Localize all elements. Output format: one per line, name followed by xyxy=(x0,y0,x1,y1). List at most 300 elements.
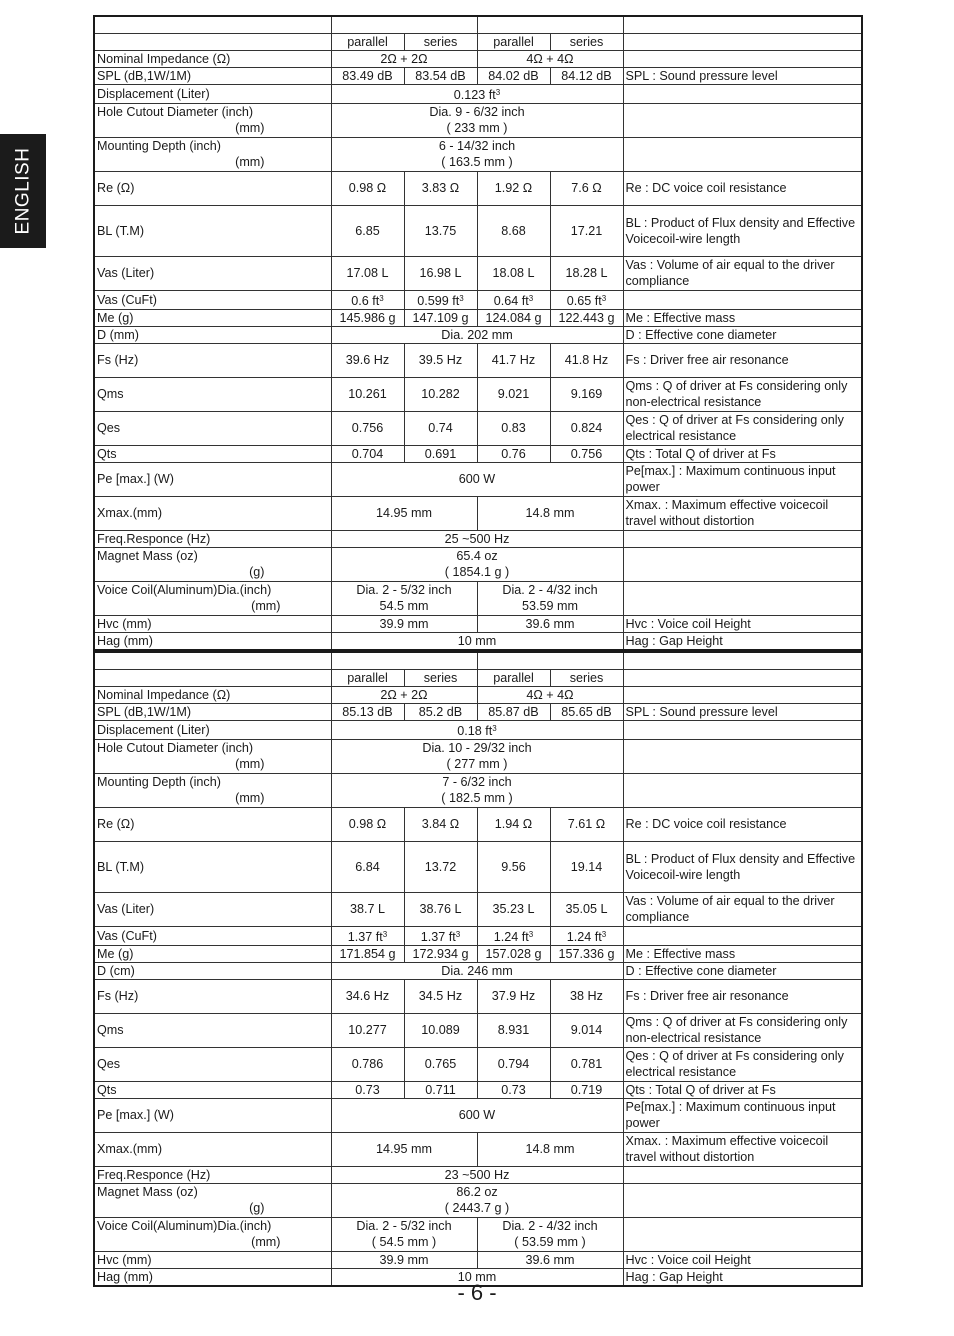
value-line-2: ( 163.5 mm ) xyxy=(441,155,513,169)
value-cell: 38.76 L xyxy=(404,892,477,926)
superscript-3: 3 xyxy=(528,929,534,939)
value-cell: 2Ω + 2Ω xyxy=(331,686,477,703)
value-cell: 39.5 Hz xyxy=(404,343,477,377)
header-row-top xyxy=(94,16,862,33)
table-row xyxy=(94,773,862,807)
value-cell: 14.8 mm xyxy=(477,496,623,530)
value-cell: 0.691 xyxy=(404,445,477,462)
row-label-text: Mounting Depth (inch) xyxy=(97,775,221,789)
row-description xyxy=(623,530,862,547)
row-description: Xmax. : Maximum effective voicecoil travel without distortion xyxy=(623,496,862,530)
superscript-3: 3 xyxy=(601,293,607,303)
row-label xyxy=(94,205,331,256)
row-label-text: Hag (mm) xyxy=(97,1269,153,1284)
value-cell: 14.8 mm xyxy=(477,1132,623,1166)
value-cell: 3.84 Ω xyxy=(404,807,477,841)
row-label-unit: (mm) xyxy=(251,1235,281,1249)
value-cell: 9.014 xyxy=(550,1013,623,1047)
row-label xyxy=(94,309,331,326)
value-cell: 1.24 $ft^3$ xyxy=(477,926,550,945)
row-label-text: Hole Cutout Diameter (inch) xyxy=(97,741,254,755)
value-cell xyxy=(331,137,623,171)
superscript-3: 3 xyxy=(455,929,461,939)
table-row xyxy=(94,205,862,256)
row-label-unit: (mm) xyxy=(235,791,265,805)
row-label-text: Freq.Responce (Hz) xyxy=(97,1167,211,1182)
value-line-1: Dia. 9 - 6/32 inch xyxy=(429,105,525,119)
table-row xyxy=(94,979,862,1013)
row-label-unit: (mm) xyxy=(235,121,265,135)
value-cell: 35.23 L xyxy=(477,892,550,926)
row-label xyxy=(94,1166,331,1183)
value-cell: 14.95 mm xyxy=(331,496,477,530)
header-group-1 xyxy=(331,16,477,33)
row-label-text: Xmax.(mm) xyxy=(97,1142,163,1156)
header-group-2 xyxy=(477,16,623,33)
value-cell: 85.13 dB xyxy=(331,703,404,720)
value-cell xyxy=(331,547,623,581)
value-cell: 0.64 $ft^3$ xyxy=(477,290,550,309)
row-label-unit: (g) xyxy=(249,565,265,579)
value-cell: 157.028 g xyxy=(477,945,550,962)
value-cell: 39.9 mm xyxy=(331,1251,477,1268)
row-label xyxy=(94,377,331,411)
value-line-1: 7 - 6/32 inch xyxy=(442,775,512,789)
row-label-text: Vas (Liter) xyxy=(97,266,155,280)
row-label xyxy=(94,807,331,841)
value-cell: 23 ~500 Hz xyxy=(331,1166,623,1183)
table-row xyxy=(94,326,862,343)
header-blank-desc xyxy=(623,16,862,33)
value-cell: 19.14 xyxy=(550,841,623,892)
value-cell: 10.277 xyxy=(331,1013,404,1047)
row-label xyxy=(94,1183,331,1217)
row-label-text: Vas (Liter) xyxy=(97,902,155,916)
superscript-3: 3 xyxy=(382,929,388,939)
table-row xyxy=(94,290,862,309)
table-row xyxy=(94,686,862,703)
row-label xyxy=(94,137,331,171)
table-row xyxy=(94,926,862,945)
row-label-text: Hole Cutout Diameter (inch) xyxy=(97,105,254,119)
value-cell: 147.109 g xyxy=(404,309,477,326)
row-description: Qts : Total Q of driver at Fs xyxy=(623,1081,862,1098)
value-cell: 122.443 g xyxy=(550,309,623,326)
table-row xyxy=(94,530,862,547)
row-description: BL : Product of Flux density and Effective Voicecoil-wire length xyxy=(623,841,862,892)
value-cell: 13.72 xyxy=(404,841,477,892)
row-label xyxy=(94,892,331,926)
header-blank-label xyxy=(94,669,331,686)
value-cell: 0.756 xyxy=(331,411,404,445)
value-cell: 0.794 xyxy=(477,1047,550,1081)
header-config-parallel: parallel xyxy=(331,33,404,50)
row-label-text: Fs (Hz) xyxy=(97,353,139,367)
table-row xyxy=(94,807,862,841)
row-label xyxy=(94,462,331,496)
value-cell: 0.65 $ft^3$ xyxy=(550,290,623,309)
row-label-text: Voice Coil(Aluminum)Dia.(inch) xyxy=(97,1219,272,1233)
row-label xyxy=(94,445,331,462)
value-cell xyxy=(331,1217,477,1251)
value-cell: 0.786 xyxy=(331,1047,404,1081)
row-label-text: Qts xyxy=(97,1082,117,1097)
row-description: Hag : Gap Height xyxy=(623,632,862,650)
value-line-1: Dia. 2 - 4/32 inch xyxy=(502,583,598,597)
superscript-3: 3 xyxy=(459,293,464,303)
superscript-3: 3 xyxy=(601,929,607,939)
value-cell: 10.282 xyxy=(404,377,477,411)
row-label xyxy=(94,1013,331,1047)
table-row xyxy=(94,50,862,67)
value-cell: 0.599 $ft^3$ xyxy=(404,290,477,309)
row-description: Hvc : Voice coil Height xyxy=(623,615,862,632)
row-label xyxy=(94,720,331,739)
value-cell: 0.98 Ω xyxy=(331,171,404,205)
value-cell: 0.83 xyxy=(477,411,550,445)
value-cell: 39.6 mm xyxy=(477,615,623,632)
value-cell: 172.934 g xyxy=(404,945,477,962)
row-label-text: Hag (mm) xyxy=(97,633,153,648)
value-line-1: Dia. 2 - 5/32 inch xyxy=(356,583,452,597)
header-row-configs xyxy=(94,33,862,50)
value-cell: 7.6 Ω xyxy=(550,171,623,205)
row-description: Qms : Q of driver at Fs considering only non-electrical resistance xyxy=(623,377,862,411)
table-row xyxy=(94,581,862,615)
value-line-2: ( 53.59 mm ) xyxy=(514,1235,586,1249)
row-label-text: Mounting Depth (inch) xyxy=(97,139,221,153)
table-row xyxy=(94,462,862,496)
value-line-1: Dia. 2 - 5/32 inch xyxy=(356,1219,452,1233)
value-cell: 3.83 Ω xyxy=(404,171,477,205)
value-cell: 0.123 $ft^3$ xyxy=(331,84,623,103)
value-cell: 0.73 xyxy=(331,1081,404,1098)
value-cell: 0.781 xyxy=(550,1047,623,1081)
row-description: Hag : Gap Height xyxy=(623,1268,862,1286)
row-label-text: Nominal Impedance (Ω) xyxy=(97,51,231,66)
row-description xyxy=(623,137,862,171)
row-description: BL : Product of Flux density and Effective Voicecoil-wire length xyxy=(623,205,862,256)
row-description xyxy=(623,1166,862,1183)
value-cell: 18.28 L xyxy=(550,256,623,290)
row-label xyxy=(94,530,331,547)
value-line-1: 6 - 14/32 inch xyxy=(438,139,516,153)
value-cell: 0.756 xyxy=(550,445,623,462)
value-cell: 10.261 xyxy=(331,377,404,411)
value-cell: 1.92 Ω xyxy=(477,171,550,205)
value-cell xyxy=(477,581,623,615)
row-description: Qms : Q of driver at Fs considering only non-electrical resistance xyxy=(623,1013,862,1047)
value-cell: 38 Hz xyxy=(550,979,623,1013)
value-cell: 14.95 mm xyxy=(331,1132,477,1166)
value-cell: 85.87 dB xyxy=(477,703,550,720)
table-row xyxy=(94,615,862,632)
value-cell: 7.61 Ω xyxy=(550,807,623,841)
value-cell: 8.931 xyxy=(477,1013,550,1047)
row-description xyxy=(623,1217,862,1251)
value-cell: 16.98 L xyxy=(404,256,477,290)
value-cell: 41.8 Hz xyxy=(550,343,623,377)
row-label xyxy=(94,615,331,632)
table-row xyxy=(94,103,862,137)
value-line-2: ( 277 mm ) xyxy=(446,757,508,771)
row-label-text: Vas (CuFt) xyxy=(97,292,157,307)
value-cell: 38.7 L xyxy=(331,892,404,926)
header-group-1 xyxy=(331,652,477,669)
row-label xyxy=(94,632,331,650)
value-cell: 25 ~500 Hz xyxy=(331,530,623,547)
header-config-series: series xyxy=(550,669,623,686)
row-description: Qes : Q of driver at Fs considering only electrical resistance xyxy=(623,1047,862,1081)
value-cell: 0.711 xyxy=(404,1081,477,1098)
value-cell: 1.24 $ft^3$ xyxy=(550,926,623,945)
row-label-text: Displacement (Liter) xyxy=(97,722,210,737)
superscript-3: 3 xyxy=(492,723,497,733)
value-cell: 10 mm xyxy=(331,1268,623,1286)
table-row xyxy=(94,1132,862,1166)
row-description xyxy=(623,581,862,615)
row-label xyxy=(94,547,331,581)
row-label-text: Magnet Mass (oz) xyxy=(97,1185,198,1199)
row-label-text: SPL (dB,1W/1M) xyxy=(97,68,192,83)
table-row xyxy=(94,309,862,326)
row-description: Pe[max.] : Maximum continuous input power xyxy=(623,462,862,496)
row-label xyxy=(94,581,331,615)
table-row xyxy=(94,171,862,205)
value-cell: 17.21 xyxy=(550,205,623,256)
value-cell: 2Ω + 2Ω xyxy=(331,50,477,67)
value-cell: 17.08 L xyxy=(331,256,404,290)
row-label xyxy=(94,1251,331,1268)
row-label xyxy=(94,496,331,530)
row-label xyxy=(94,171,331,205)
value-cell: 4Ω + 4Ω xyxy=(477,686,623,703)
table-row xyxy=(94,1098,862,1132)
value-cell: 39.9 mm xyxy=(331,615,477,632)
row-description: D : Effective cone diameter xyxy=(623,962,862,979)
row-label-text: BL (T.M) xyxy=(97,223,145,238)
row-description: Me : Effective mass xyxy=(623,945,862,962)
table-row xyxy=(94,377,862,411)
value-cell: 157.336 g xyxy=(550,945,623,962)
value-cell: 34.6 Hz xyxy=(331,979,404,1013)
row-label-text: Magnet Mass (oz) xyxy=(97,549,198,563)
header-blank-label xyxy=(94,652,331,669)
row-description xyxy=(623,773,862,807)
row-label-text: BL (T.M) xyxy=(97,859,145,874)
row-label-text: Re (Ω) xyxy=(97,817,135,831)
row-label xyxy=(94,773,331,807)
header-config-parallel: parallel xyxy=(331,669,404,686)
row-label xyxy=(94,962,331,979)
value-cell: 83.54 dB xyxy=(404,67,477,84)
header-config-series: series xyxy=(550,33,623,50)
value-cell: 0.6 $ft^3$ xyxy=(331,290,404,309)
row-description: Qes : Q of driver at Fs considering only electrical resistance xyxy=(623,411,862,445)
row-label xyxy=(94,1098,331,1132)
superscript-3: 3 xyxy=(495,87,501,97)
value-cell xyxy=(331,739,623,773)
table-row xyxy=(94,739,862,773)
row-description xyxy=(623,84,862,103)
value-line-2: 54.5 mm xyxy=(379,599,429,613)
row-description: Qts : Total Q of driver at Fs xyxy=(623,445,862,462)
row-description xyxy=(623,103,862,137)
language-tab xyxy=(0,134,46,248)
spec-table-2 xyxy=(93,651,863,1287)
value-cell: 34.5 Hz xyxy=(404,979,477,1013)
table-row xyxy=(94,892,862,926)
value-cell xyxy=(331,1183,623,1217)
value-cell xyxy=(331,773,623,807)
row-label-text: Re (Ω) xyxy=(97,181,135,195)
table-row xyxy=(94,256,862,290)
row-label-text: Xmax.(mm) xyxy=(97,506,163,520)
value-cell xyxy=(331,581,477,615)
value-cell: 39.6 Hz xyxy=(331,343,404,377)
table-row xyxy=(94,1183,862,1217)
spec-table-1 xyxy=(93,15,863,651)
row-description: Vas : Volume of air equal to the driver compliance xyxy=(623,892,862,926)
value-line-1: 65.4 oz xyxy=(456,549,498,563)
row-label-text: Hvc (mm) xyxy=(97,616,152,631)
value-cell: Dia. 246 mm xyxy=(331,962,623,979)
page-number: - 6 - xyxy=(457,1280,497,1305)
row-label xyxy=(94,979,331,1013)
table-row xyxy=(94,1047,862,1081)
row-label-text: D (cm) xyxy=(97,963,135,978)
value-cell: Dia. 202 mm xyxy=(331,326,623,343)
row-description: Vas : Volume of air equal to the driver compliance xyxy=(623,256,862,290)
row-label xyxy=(94,67,331,84)
value-cell: 0.704 xyxy=(331,445,404,462)
header-row-top xyxy=(94,652,862,669)
row-label-text: Displacement (Liter) xyxy=(97,86,210,101)
row-label-text: Nominal Impedance (Ω) xyxy=(97,687,231,702)
row-description: Fs : Driver free air resonance xyxy=(623,979,862,1013)
value-cell: 4Ω + 4Ω xyxy=(477,50,623,67)
value-cell: 9.021 xyxy=(477,377,550,411)
row-label-text: Pe [max.] (W) xyxy=(97,1108,174,1122)
row-label xyxy=(94,926,331,945)
table-row xyxy=(94,67,862,84)
value-cell: 35.05 L xyxy=(550,892,623,926)
value-line-2: ( 233 mm ) xyxy=(446,121,508,135)
table-row xyxy=(94,632,862,650)
value-cell: 0.824 xyxy=(550,411,623,445)
value-cell: 6.84 xyxy=(331,841,404,892)
value-cell: 8.68 xyxy=(477,205,550,256)
value-cell: 0.719 xyxy=(550,1081,623,1098)
value-cell: 0.76 xyxy=(477,445,550,462)
row-label xyxy=(94,84,331,103)
value-cell: 171.854 g xyxy=(331,945,404,962)
row-description: SPL : Sound pressure level xyxy=(623,703,862,720)
row-label-text: Hvc (mm) xyxy=(97,1252,152,1267)
row-label-text: Pe [max.] (W) xyxy=(97,472,174,486)
value-cell: 41.7 Hz xyxy=(477,343,550,377)
superscript-3: 3 xyxy=(528,293,534,303)
value-line-2: ( 1854.1 g ) xyxy=(444,565,510,579)
row-description: Xmax. : Maximum effective voicecoil travel without distortion xyxy=(623,1132,862,1166)
row-description xyxy=(623,50,862,67)
value-line-2: 53.59 mm xyxy=(522,599,578,613)
row-description xyxy=(623,739,862,773)
header-row-configs xyxy=(94,669,862,686)
value-cell: 0.765 xyxy=(404,1047,477,1081)
table-row xyxy=(94,547,862,581)
table-row xyxy=(94,84,862,103)
value-cell: 0.73 xyxy=(477,1081,550,1098)
row-label xyxy=(94,411,331,445)
row-label-unit: (mm) xyxy=(235,155,265,169)
value-cell: 37.9 Hz xyxy=(477,979,550,1013)
table-row xyxy=(94,343,862,377)
value-line-2: ( 182.5 mm ) xyxy=(441,791,513,805)
value-cell: 600 W xyxy=(331,1098,623,1132)
value-cell: 10 mm xyxy=(331,632,623,650)
row-description xyxy=(623,686,862,703)
value-cell: 85.2 dB xyxy=(404,703,477,720)
header-config-parallel: parallel xyxy=(477,669,550,686)
value-cell: 0.18 $ft^3$ xyxy=(331,720,623,739)
row-label xyxy=(94,1047,331,1081)
header-config-series: series xyxy=(404,33,477,50)
table-row xyxy=(94,411,862,445)
table-row xyxy=(94,1013,862,1047)
table-row xyxy=(94,841,862,892)
row-label xyxy=(94,1081,331,1098)
table-row xyxy=(94,945,862,962)
row-label-text: Voice Coil(Aluminum)Dia.(inch) xyxy=(97,583,272,597)
table-row xyxy=(94,496,862,530)
value-cell: 83.49 dB xyxy=(331,67,404,84)
value-line-1: Dia. 10 - 29/32 inch xyxy=(422,741,532,755)
row-label xyxy=(94,343,331,377)
value-cell: 600 W xyxy=(331,462,623,496)
value-cell: 84.02 dB xyxy=(477,67,550,84)
value-line-2: ( 54.5 mm ) xyxy=(371,1235,437,1249)
table-row xyxy=(94,1217,862,1251)
row-label xyxy=(94,945,331,962)
table-row xyxy=(94,703,862,720)
row-label-text: D (mm) xyxy=(97,327,139,342)
value-cell: 145.986 g xyxy=(331,309,404,326)
value-cell: 84.12 dB xyxy=(550,67,623,84)
row-description xyxy=(623,290,862,309)
row-label-text: Me (g) xyxy=(97,946,134,961)
header-config-series: series xyxy=(404,669,477,686)
row-label-text: SPL (dB,1W/1M) xyxy=(97,704,192,719)
superscript-3: 3 xyxy=(379,293,384,303)
header-blank-desc xyxy=(623,33,862,50)
table-row xyxy=(94,1166,862,1183)
row-description: D : Effective cone diameter xyxy=(623,326,862,343)
value-cell xyxy=(477,1217,623,1251)
row-label xyxy=(94,686,331,703)
row-description: Re : DC voice coil resistance xyxy=(623,171,862,205)
value-cell xyxy=(331,103,623,137)
value-cell: 1.37 $ft^3$ xyxy=(331,926,404,945)
row-label-text: Qes xyxy=(97,421,121,435)
row-description: Me : Effective mass xyxy=(623,309,862,326)
row-label-text: Qes xyxy=(97,1057,121,1071)
table-row xyxy=(94,1081,862,1098)
row-label xyxy=(94,739,331,773)
row-description xyxy=(623,547,862,581)
row-description: Fs : Driver free air resonance xyxy=(623,343,862,377)
row-label xyxy=(94,703,331,720)
